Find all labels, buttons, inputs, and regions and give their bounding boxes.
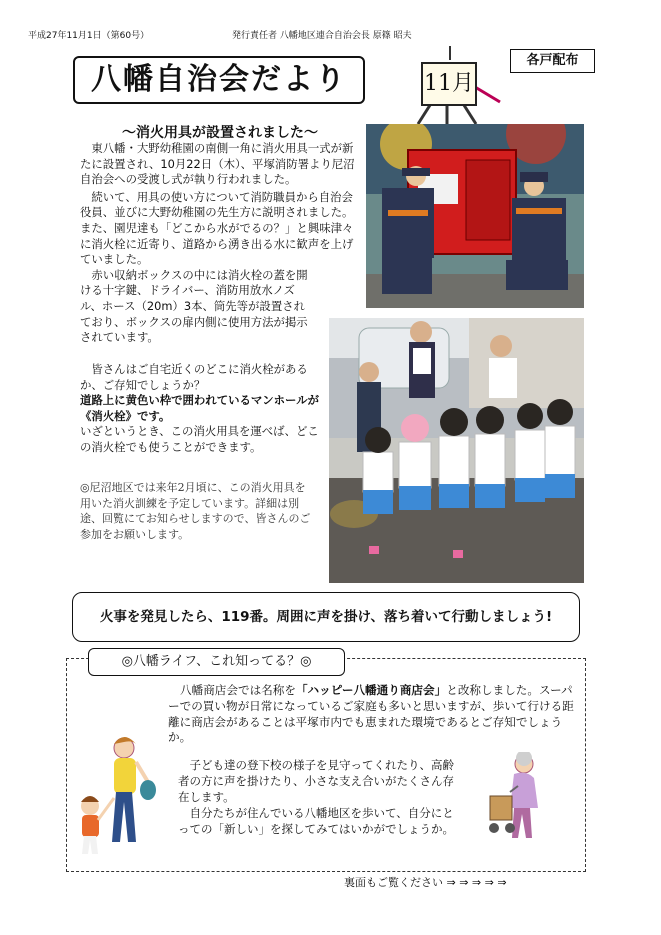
article-emphasis: 道路上に黄色い枠で囲われているマンホールが《消火栓》です。 xyxy=(80,393,319,423)
article-heading: ～消火用具が設置されました～ xyxy=(122,125,318,141)
article-paragraph: 続いて、用具の使い方について消防職員から自治会役員、並びに大野幼稚園の先生方に説明されました。また、園児達も「どこから水がでるの？」と興味津々に消火栓に近寄り、道路から湧き出る水に歓声を上げていました。 xyxy=(80,189,354,267)
article-paragraph: 赤い収納ボックスの中には消火栓の蓋を開ける十字鍵、ドライバー、消防用放水ノズル、ホース（20m）3本、筒先等が設置されており、ボックスの扉内側に使用方法が掲示されています。 xyxy=(80,267,308,345)
continue-notice: 裏面もご覧ください ⇒ ⇒ ⇒ ⇒ ⇒ xyxy=(344,876,507,889)
article-paragraph: 東八幡・大野幼稚園の南側一角に消火用具一式が新たに設置され、10月22日（木）、平塚消防署より尼沼自治会への受渡し式が執り行われました。 xyxy=(80,141,355,187)
life-text: 子ども達の登下校の様子を見守ってくれたり、高齢者の方に声を掛けたり、小さな支え合いがたくさん存在します。 xyxy=(178,758,454,804)
issue-date: 平成27年11月1日（第60号） xyxy=(28,31,150,41)
training-note: ◎尼沼地区では来年2月頃に、この消火用具を用いた消火訓練を予定しています。詳細は別途、回覧にてお知らせしますので、皆さんのご参加をお願いします。 xyxy=(80,481,311,541)
children-photo xyxy=(329,318,584,583)
life-text: 八幡商店会では名称を xyxy=(180,683,296,697)
article-paragraph: 皆さんはご自宅近くのどこに消火栓があるか、ご存知でしょうか？ xyxy=(80,362,308,392)
life-text: と改称しました。スーパーでの買い物が日常になっているご家庭も多いと思いますが、歩いて行ける距離に商店会があることは平塚市内でも恵まれた環境であるとご存知でしょうか。 xyxy=(168,683,574,745)
hydrant-info xyxy=(80,362,325,456)
life-text: 自分たちが住んでいる八幡地区を歩いて、自分にとっての「新しい」を探してみてはいかがでしょうか。 xyxy=(178,806,454,836)
newsletter-title: 八幡自治会だより xyxy=(73,56,365,104)
life-paragraph-1 xyxy=(168,683,576,746)
distribution-badge: 各戸配布 xyxy=(510,49,595,73)
mother-child-illustration xyxy=(72,732,156,858)
firefighter-photo xyxy=(366,124,584,308)
store-name: 「ハッピー八幡通り商店会」 xyxy=(295,683,447,697)
month-sign: 11月 xyxy=(421,62,477,106)
fire-safety-banner: 火事を発見したら、119番。周囲に声を掛け、落ち着いて行動しましょう! xyxy=(72,592,580,642)
publisher-line: 発行責任者 八幡地区連合自治会長 原篠 昭夫 xyxy=(232,31,412,41)
article-paragraph: いざというとき、この消火用具を運べば、どこの消火栓でも使うことができます。 xyxy=(80,424,319,454)
article-body xyxy=(80,141,363,346)
life-paragraph-2 xyxy=(178,757,458,837)
elderly-woman-illustration xyxy=(484,752,556,848)
life-section-tab: ◎八幡ライフ、これ知ってる？◎ xyxy=(88,648,345,676)
